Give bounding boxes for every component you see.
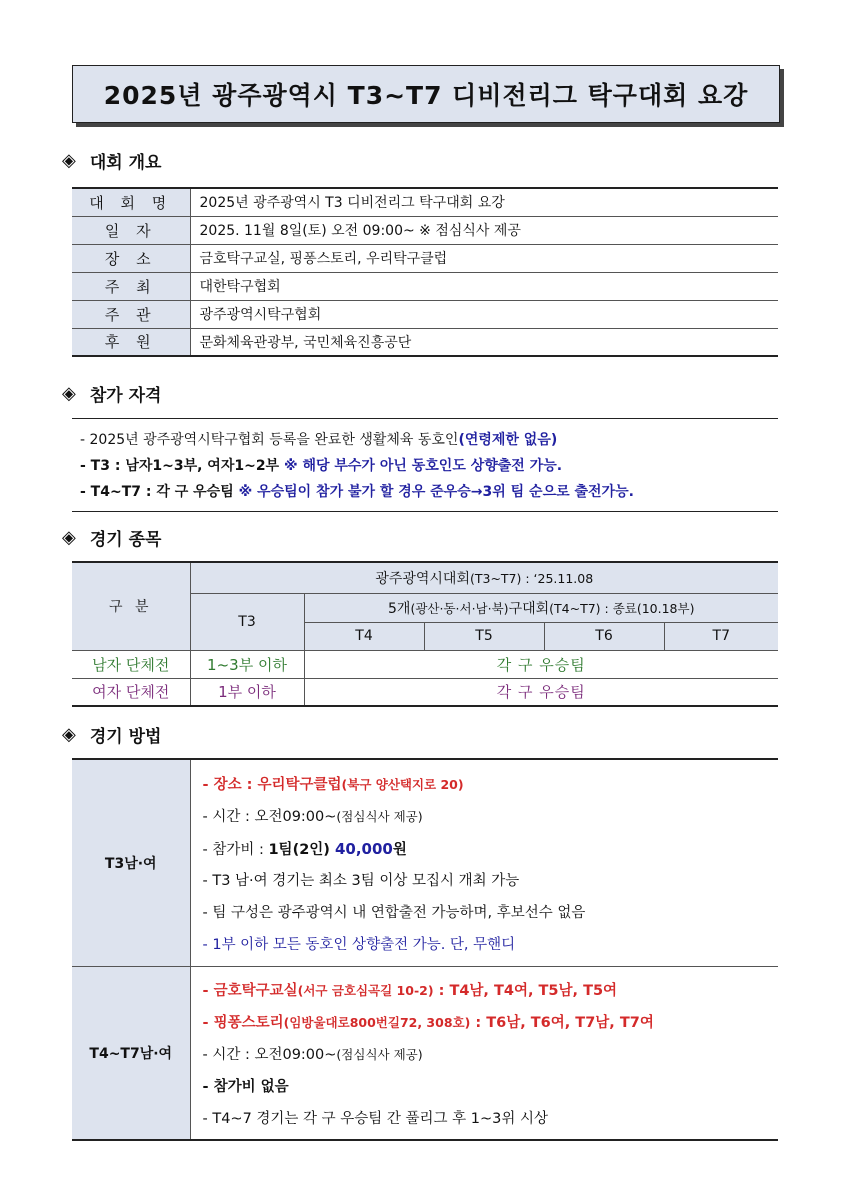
overview-key: 대 회 명 xyxy=(72,188,190,216)
method-text: - 장소 : 우리탁구클럽 xyxy=(202,776,342,793)
events-table xyxy=(72,561,778,707)
method-address: (북구 양산택지로 20) xyxy=(341,776,464,792)
overview-key: 주 최 xyxy=(72,272,190,300)
method-t4t7-venue-2 xyxy=(203,1007,779,1039)
diamond-bullet-icon: ◈ xyxy=(62,149,76,171)
method-t4t7-venue-1 xyxy=(203,975,779,1007)
overview-value: 문화체육관광부, 국민체육진흥공단 xyxy=(190,328,778,356)
overview-value: 대한탁구협회 xyxy=(190,272,778,300)
eligibility-note: (연령제한 없음) xyxy=(458,432,558,448)
table-row xyxy=(72,272,778,300)
method-fee-team: 1팀(2인) xyxy=(268,841,335,858)
eligibility-box xyxy=(72,418,778,512)
events-category-header: 구 분 xyxy=(72,562,190,650)
method-divisions: : T4남, T4여, T5남, T5여 xyxy=(433,982,618,999)
events-row-t3: 1~3부 이하 xyxy=(190,650,304,678)
overview-key: 일 자 xyxy=(72,216,190,244)
events-district-header xyxy=(304,593,778,622)
method-table xyxy=(72,758,778,1141)
method-note: (점심식사 제공) xyxy=(336,1046,423,1062)
table-row xyxy=(72,216,778,244)
overview-value: 2025. 11월 8일(토) 오전 09:00~ ※ 점심식사 제공 xyxy=(190,216,778,244)
document-title: 2025년 광주광역시 T3~T7 디비전리그 탁구대회 요강 xyxy=(72,65,780,123)
events-t4-header: T4 xyxy=(304,622,424,650)
events-t6-header: T6 xyxy=(544,622,664,650)
method-t3-rule-2: - 팀 구성은 광주광역시 내 연합출전 가능하며, 후보선수 없음 xyxy=(202,904,586,921)
eligibility-note: ※ 우승팀이 참가 불가 할 경우 준우승→3위 팀 순으로 출전가능. xyxy=(233,484,634,500)
events-row-district: 각 구 우승팀 xyxy=(304,678,778,706)
events-district-districts: (광산·동·서·남·북) xyxy=(410,600,509,616)
section-events-heading xyxy=(62,523,161,551)
eligibility-line-3 xyxy=(80,479,778,505)
diamond-bullet-icon: ◈ xyxy=(62,526,76,548)
table-row xyxy=(72,328,778,356)
overview-value: 2025년 광주광역시 T3 디비전리그 탁구대회 요강 xyxy=(190,188,778,216)
method-address: (임방울대로800번길72, 308호) xyxy=(283,1014,471,1030)
method-text: - 참가비 : xyxy=(202,841,269,858)
table-row xyxy=(72,300,778,328)
method-t3-time xyxy=(203,801,779,833)
events-row-name: 여자 단체전 xyxy=(72,678,190,706)
table-row xyxy=(72,188,778,216)
eligibility-text: - 2025년 광주광역시탁구협회 등록을 완료한 생활체육 동호인 xyxy=(80,432,459,448)
method-fee-unit: 원 xyxy=(392,841,407,858)
section-eligibility-title: 참가 자격 xyxy=(89,385,162,406)
overview-key: 주 관 xyxy=(72,300,190,328)
diamond-bullet-icon: ◈ xyxy=(62,723,76,745)
method-text: - 금호탁구교실 xyxy=(202,982,298,999)
overview-value: 광주광역시탁구협회 xyxy=(190,300,778,328)
section-events-title: 경기 종목 xyxy=(89,529,162,550)
events-t3-header: T3 xyxy=(190,593,304,650)
events-district-text: 구대회 xyxy=(508,600,550,617)
eligibility-note: ※ 해당 부수가 아닌 동호인도 상향출전 가능. xyxy=(279,458,563,474)
method-t4t7-rule: - T4~7 경기는 각 구 우승팀 간 풀리그 후 1~3위 시상 xyxy=(202,1110,548,1127)
events-city-header-date: (T3~T7) : ‘25.11.08 xyxy=(469,570,594,586)
method-t4t7-details xyxy=(190,966,778,1140)
table-row xyxy=(72,562,778,593)
method-t3-label: T3남·여 xyxy=(72,759,190,966)
method-fee-amount: 40,000 xyxy=(334,839,393,858)
method-note: (점심식사 제공) xyxy=(336,808,423,824)
events-district-status: (T4~T7) : 종료(10.18부) xyxy=(549,600,695,616)
eligibility-line-2 xyxy=(80,453,778,479)
section-eligibility-heading xyxy=(62,379,161,407)
table-row xyxy=(72,759,778,966)
events-district-text: 5개 xyxy=(388,600,411,617)
diamond-bullet-icon: ◈ xyxy=(62,382,76,404)
section-overview-title: 대회 개요 xyxy=(89,152,162,173)
eligibility-line-1 xyxy=(80,427,778,453)
method-t4t7-fee: - 참가비 없음 xyxy=(202,1078,289,1095)
method-t3-rule-3: - 1부 이하 모든 동호인 상향출전 가능. 단, 무핸디 xyxy=(202,936,516,953)
overview-key: 후 원 xyxy=(72,328,190,356)
table-row xyxy=(72,678,778,706)
events-row-name: 남자 단체전 xyxy=(72,650,190,678)
table-row xyxy=(72,244,778,272)
method-divisions: : T6남, T6여, T7남, T7여 xyxy=(470,1014,654,1031)
section-method-title: 경기 방법 xyxy=(89,726,162,747)
events-row-district: 각 구 우승팀 xyxy=(304,650,778,678)
overview-value: 금호탁구교실, 핑퐁스토리, 우리탁구클럽 xyxy=(190,244,778,272)
table-row xyxy=(72,650,778,678)
method-t3-venue xyxy=(203,769,779,801)
events-t7-header: T7 xyxy=(664,622,778,650)
section-method-heading xyxy=(62,720,161,748)
events-city-header xyxy=(190,562,778,593)
method-t3-fee xyxy=(203,833,779,865)
method-t4t7-time xyxy=(203,1039,779,1071)
section-overview-heading xyxy=(62,146,161,174)
method-text: - 시간 : 오전09:00~ xyxy=(202,1046,337,1063)
method-t3-details xyxy=(190,759,778,966)
events-city-header-text: 광주광역시대회 xyxy=(375,570,470,587)
table-row xyxy=(72,966,778,1140)
overview-key: 장 소 xyxy=(72,244,190,272)
eligibility-text: - T4~T7 : 각 구 우승팀 xyxy=(80,484,234,500)
method-t4t7-label: T4~T7남·여 xyxy=(72,966,190,1140)
method-t3-rule-1: - T3 남·여 경기는 최소 3팀 이상 모집시 개최 가능 xyxy=(202,872,520,889)
events-row-t3: 1부 이하 xyxy=(190,678,304,706)
method-text: - 핑퐁스토리 xyxy=(202,1014,284,1031)
method-text: - 시간 : 오전09:00~ xyxy=(202,808,337,825)
events-t5-header: T5 xyxy=(424,622,544,650)
overview-table xyxy=(72,187,778,357)
method-address: (서구 금호심곡길 10-2) xyxy=(297,982,434,998)
eligibility-text: - T3 : 남자1~3부, 여자1~2부 xyxy=(80,458,280,474)
